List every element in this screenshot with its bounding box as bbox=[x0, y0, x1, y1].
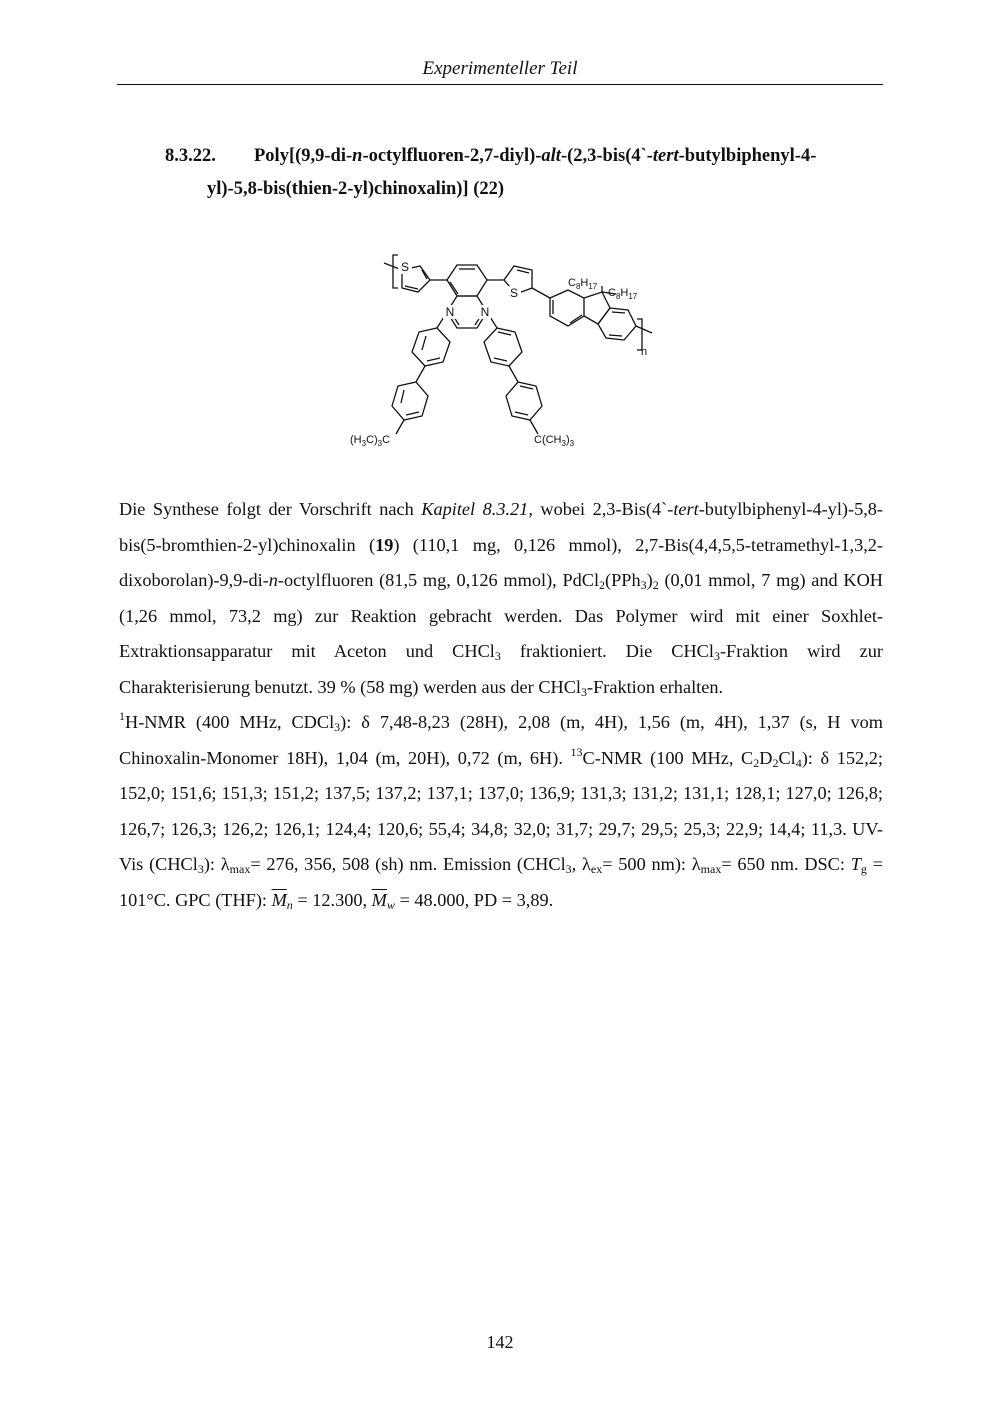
page-number: 142 bbox=[486, 1332, 514, 1352]
polymer-structure-figure bbox=[340, 240, 660, 455]
section-heading bbox=[165, 140, 885, 206]
sulfur-label-1: S bbox=[400, 260, 410, 274]
tert-butyl-right: $C(CH_3)_3$ bbox=[534, 434, 575, 448]
section-title-line1: Poly[(9,9-di-n-octylfluoren-2,7-diyl)-alt-(2,3-bis(4`-tert-butylbiphenyl-4- bbox=[254, 146, 817, 166]
section-title-line2: yl)-5,8-bis(thien-2-yl)chinoxalin)] (22) bbox=[207, 179, 505, 199]
sulfur-label-2: S bbox=[509, 286, 519, 300]
synthesis-paragraph: Die Synthese folgt der Vorschrift nach Kapitel 8.3.21, wobei 2,3-Bis(4`-tert-butylbiphenyl-4-yl)-5,8-bis(5-bromthien-2-yl)chinoxalin (19) (110,1 mg, 0,126 mmol), 2,7-Bis(4,4,5,5-tetramethyl-1,3,2-dixoborolan)-9,9-di-n-octylfluoren (81,5 mg, 0,126 mmol), $PdCl_2(PPh_3)_2$ (0,01 mmol, 7 mg) and KOH (1,26 mmol, 73,2 mg) zur Reaktion gebracht werden. Das Polymer wird mit einer Soxhlet-Extraktionsapparatur mit Aceton und CHCl$_3$ fraktioniert. Die CHCl$_3$-Fraktion wird zur Charakterisierung benutzt. 39 % (58 mg) werden aus der CHCl$_3$-Fraktion erhalten. bbox=[119, 499, 884, 699]
octyl-label-2: $C_8H_{17}$ bbox=[608, 287, 638, 301]
nitrogen-label-1: N bbox=[445, 305, 455, 319]
tert-butyl-left: $(H_3C)_3C$ bbox=[350, 434, 391, 448]
body-text bbox=[119, 492, 883, 918]
octyl-label-1: $C_8H_{17}$ bbox=[568, 277, 598, 291]
header-rule bbox=[117, 84, 883, 85]
running-header: Experimenteller Teil bbox=[422, 58, 578, 79]
section-number: 8.3.22. bbox=[165, 146, 216, 166]
repeat-unit-label: n bbox=[641, 346, 648, 358]
nitrogen-label-2: N bbox=[480, 305, 490, 319]
characterization-paragraph: $^1$H-NMR (400 MHz, CDCl$_3$): δ 7,48-8,23 (28H), 2,08 (m, 4H), 1,56 (m, 4H), 1,37 (s, H vom Chinoxalin-Monomer 18H), 1,04 (m, 20H), 0,72 (m, 6H). $^{13}$C-NMR (100 MHz, $C_2D_2Cl_4$): δ 152,2; 152,0; 151,6; 151,3; 151,2; 137,5; 137,2; 137,1; 137,0; 136,9; 131,3; 131,2; 131,1; 128,1; 127,0; 126,8; 126,7; 126,3; 126,2; 126,1; 124,4; 120,6; 55,4; 34,8; 32,0; 31,7; 29,7; 29,5; 25,3; 22,9; 14,4; 11,3. UV-Vis (CHCl$_3$): $\lambda_{max}= 276$, 356, 508 (sh) nm. Emission (CHCl$_3$, $\lambda_{ex}= 500$ nm): $\lambda_{max}= 650$ nm. DSC: $T_g = 101^\circ C$. GPC (THF): $\overline{M}_n = 12.300$, $\overline{M}_w = 48.000$, PD = 3,89. bbox=[119, 709, 883, 912]
